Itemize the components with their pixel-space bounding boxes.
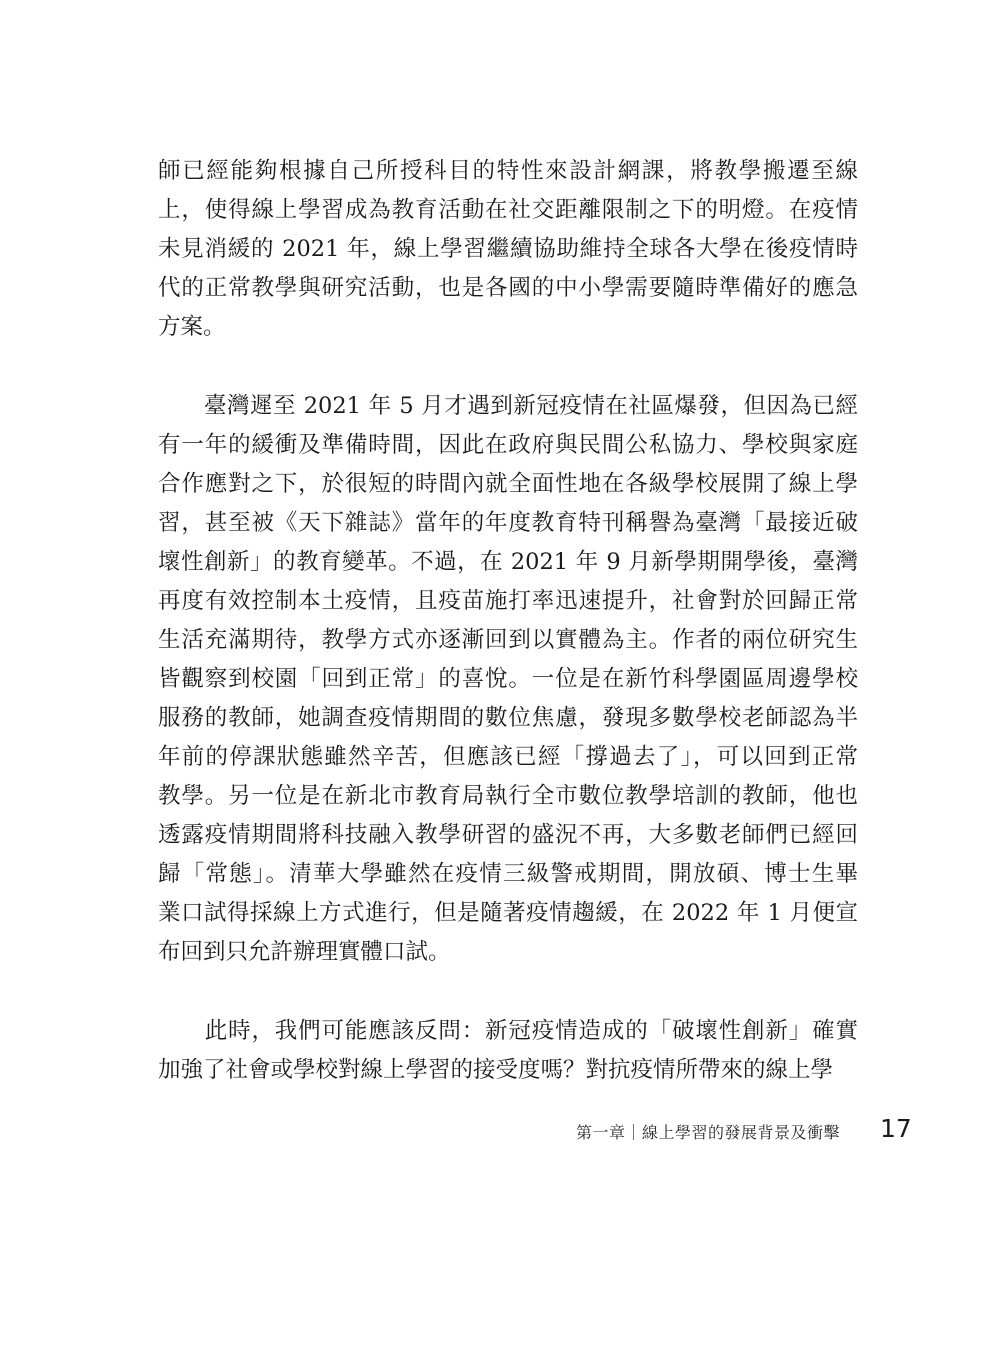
page-footer xyxy=(0,1114,1000,1154)
text-line: 歸「常態」。清華大學雖然在疫情三級警戒期間，開放碩、博士生畢 xyxy=(158,861,858,887)
text-line: 此時，我們可能應該反問：新冠疫情造成的「破壞性創新」確實 xyxy=(158,1018,858,1044)
text-line: 師已經能夠根據自己所授科目的特性來設計網課，將教學搬遷至線 xyxy=(158,158,858,184)
text-line: 方案。 xyxy=(158,314,226,340)
text-line: 服務的教師，她調查疫情期間的數位焦慮，發現多數學校老師認為半 xyxy=(158,705,858,731)
paragraph xyxy=(158,152,858,347)
text-line: 未見消緩的 2021 年，線上學習繼續協助維持全球各大學在後疫情時 xyxy=(158,236,858,262)
text-line: 透露疫情期間將科技融入教學研習的盛況不再，大多數老師們已經回 xyxy=(158,822,858,848)
body-text xyxy=(158,152,858,1130)
text-line: 皆觀察到校園「回到正常」的喜悅。一位是在新竹科學園區周邊學校 xyxy=(158,666,858,692)
text-line: 加強了社會或學校對線上學習的接受度嗎？對抗疫情所帶來的線上學 xyxy=(158,1057,834,1083)
text-line: 有一年的緩衝及準備時間，因此在政府與民間公私協力、學校與家庭 xyxy=(158,432,858,458)
text-line: 壞性創新」的教育變革。不過，在 2021 年 9 月新學期開學後，臺灣 xyxy=(158,549,858,575)
text-line: 生活充滿期待，教學方式亦逐漸回到以實體為主。作者的兩位研究生 xyxy=(158,627,858,653)
running-head: 第一章｜線上學習的發展背景及衝擊 xyxy=(575,1123,840,1142)
paragraph xyxy=(158,1012,858,1090)
paragraph xyxy=(158,387,858,972)
text-line: 習，甚至被《天下雜誌》當年的年度教育特刊稱譽為臺灣「最接近破 xyxy=(158,510,858,536)
text-line: 布回到只允許辦理實體口試。 xyxy=(158,939,451,965)
text-line: 合作應對之下，於很短的時間內就全面性地在各級學校展開了線上學 xyxy=(158,471,858,497)
text-line: 年前的停課狀態雖然辛苦，但應該已經「撐過去了」，可以回到正常 xyxy=(158,744,858,770)
text-line: 業口試得採線上方式進行，但是隨著疫情趨緩，在 2022 年 1 月便宣 xyxy=(158,900,858,926)
text-line: 再度有效控制本土疫情，且疫苗施打率迅速提升，社會對於回歸正常 xyxy=(158,588,858,614)
page-number: 17 xyxy=(880,1114,912,1143)
text-line: 上，使得線上學習成為教育活動在社交距離限制之下的明燈。在疫情 xyxy=(158,197,858,223)
text-line: 教學。另一位是在新北市教育局執行全市數位教學培訓的教師，他也 xyxy=(158,783,858,809)
text-line: 臺灣遲至 2021 年 5 月才遇到新冠疫情在社區爆發，但因為已經 xyxy=(158,393,858,419)
text-line: 代的正常教學與研究活動，也是各國的中小學需要隨時準備好的應急 xyxy=(158,275,858,301)
